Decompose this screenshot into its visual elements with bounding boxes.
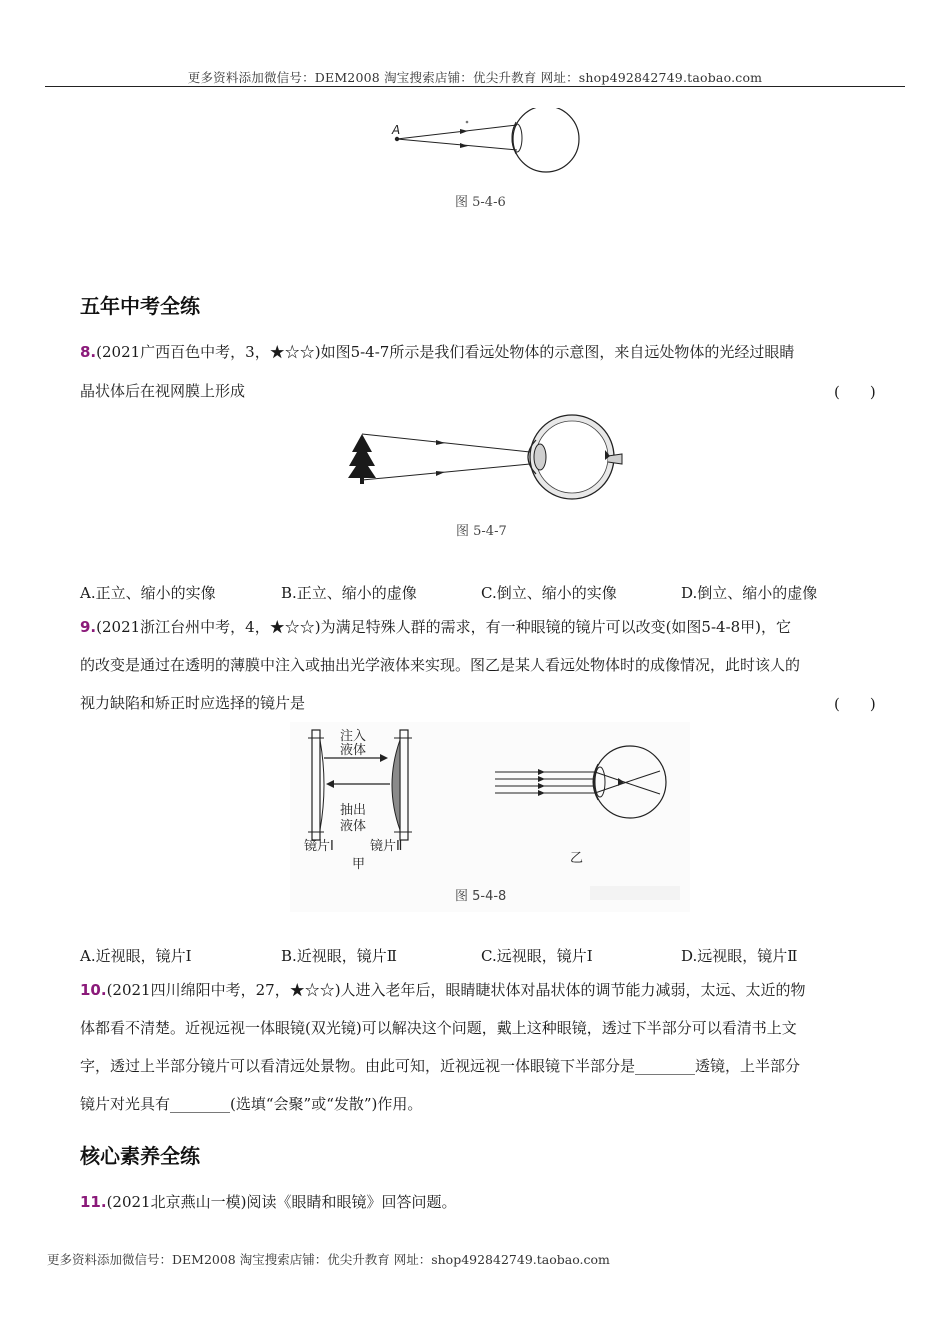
q9-option-d[interactable]: D.远视眼，镜片Ⅱ [681, 947, 798, 965]
q10-line3: 字，透过上半部分镜片可以看清远处景物。由此可知，近视远视一体眼镜下半部分是________透镜，上半部分 [80, 1057, 801, 1075]
q9-option-b[interactable]: B.近视眼，镜片Ⅱ [281, 947, 397, 965]
fig547-caption: 图 5-4-7 [456, 524, 507, 539]
q11-line1 [80, 1192, 456, 1212]
faded-watermark-block [590, 886, 680, 900]
q9-option-c[interactable]: C.远视眼，镜片Ⅰ [481, 947, 593, 965]
ray-top-incoming [362, 434, 530, 452]
q8-line1 [80, 342, 794, 362]
q8-option-c[interactable]: C.倒立、缩小的实像 [481, 584, 617, 602]
q9-option-a[interactable]: A.近视眼，镜片Ⅰ [80, 947, 192, 965]
speck [466, 121, 469, 124]
q10-line2: 体都看不清楚。近视远视一体眼镜(双光镜)可以解决这个问题，戴上这种眼镜，透过下半部分可以看清书上文 [80, 1019, 797, 1037]
q8-number: 8. [80, 343, 97, 361]
section-title-five-year: 五年中考全练 [80, 294, 200, 318]
q9-line3: 视力缺陷和矫正时应选择的镜片是 [80, 694, 306, 712]
ray-lower [397, 139, 517, 150]
figure-yi-label: 乙 [570, 851, 584, 866]
inject-label-1: 注入 [340, 729, 367, 744]
arrow-upper [460, 129, 468, 134]
header-rule [45, 86, 905, 87]
figure-5-4-8 [290, 722, 690, 912]
q9-line1 [80, 617, 791, 637]
extract-label-2: 液体 [340, 819, 367, 834]
figure-5-4-6 [380, 108, 610, 188]
eyeball [513, 108, 579, 172]
figure-5-4-7 [340, 412, 630, 512]
q8-option-d[interactable]: D.倒立、缩小的虚像 [681, 584, 818, 602]
q8-text-1: (2021广西百色中考，3，★☆☆)如图5-4-7所示是我们看远处物体的示意图，来自远处物体的光经过眼睛 [96, 343, 795, 361]
q10-line1 [80, 980, 806, 1000]
ray-bottom-incoming [362, 464, 530, 480]
inject-label-2: 液体 [340, 743, 367, 758]
q10-number: 10. [80, 981, 107, 999]
header-watermark: 更多资料添加微信号：DEM2008 淘宝搜索店铺：优尖升教育 网址：shop492842749.taobao.com [187, 70, 763, 85]
q8-option-b[interactable]: B.正立、缩小的虚像 [281, 584, 417, 602]
q8-answer-paren: ( ) [834, 383, 876, 401]
q10-text-1: (2021四川绵阳中考，27，★☆☆)人进入老年后，眼睛睫状体对晶状体的调节能力减弱，太远、太近的物 [106, 981, 806, 999]
eye-cross-section [528, 415, 622, 499]
tree-icon [348, 434, 376, 484]
extract-label-1: 抽出 [340, 803, 367, 818]
fig546-caption: 图 5-4-6 [455, 195, 506, 210]
q11-number: 11. [80, 1193, 107, 1211]
q9-number: 9. [80, 618, 97, 636]
lens-2-label: 镜片Ⅱ [370, 839, 403, 854]
figure-jia-label: 甲 [352, 857, 366, 872]
ray-upper [397, 125, 517, 139]
lens-1-label: 镜片Ⅰ [304, 839, 334, 854]
fig548-caption: 图 5-4-8 [455, 889, 507, 904]
q9-text-1: (2021浙江台州中考，4，★☆☆)为满足特殊人群的需求，有一种眼镜的镜片可以改变(如图5-4-8甲)，它 [96, 618, 792, 636]
q9-line2: 的改变是通过在透明的薄膜中注入或抽出光学液体来实现。图乙是某人看远处物体时的成像情况，此时该人的 [80, 656, 801, 674]
footer-watermark: 更多资料添加微信号：DEM2008 淘宝搜索店铺：优尖升教育 网址：shop492842749.taobao.com [47, 1252, 610, 1267]
section-title-core-literacy: 核心素养全练 [80, 1144, 200, 1168]
q11-text-1: (2021北京燕山一模)阅读《眼睛和眼镜》回答问题。 [106, 1193, 457, 1211]
q8-option-a[interactable]: A.正立、缩小的实像 [80, 584, 216, 602]
q8-line2: 晶状体后在视网膜上形成 [80, 382, 246, 400]
point-a-label: A [392, 123, 401, 137]
q10-line4: 镜片对光具有________(选填“会聚”或“发散”)作用。 [80, 1095, 423, 1113]
q9-answer-paren: ( ) [834, 695, 876, 713]
